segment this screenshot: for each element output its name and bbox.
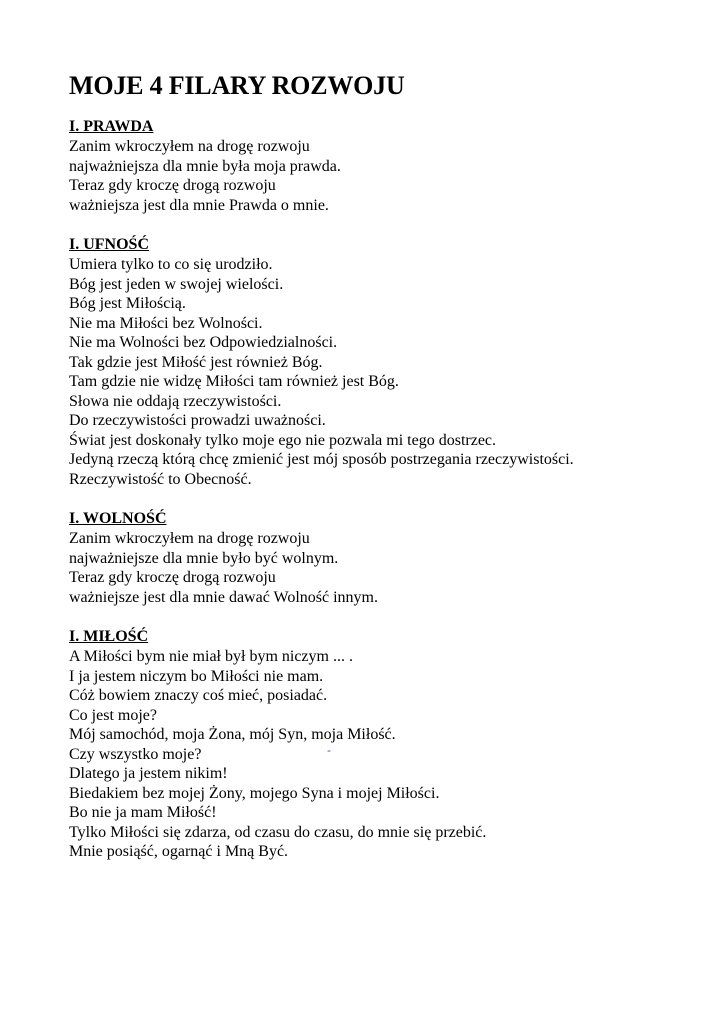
section-wolnosc <box>69 509 689 607</box>
poem-line: Dlatego ja jestem nikim! <box>69 765 228 782</box>
poem-line: Umiera tylko to co się urodziło. <box>69 256 273 273</box>
stray-dash-mark: - <box>327 743 331 757</box>
poem-line: I ja jestem niczym bo Miłości nie mam. <box>69 667 324 685</box>
poem-line: Cóż bowiem znaczy coś mieć, posiadać. <box>69 687 328 704</box>
poem-line: Zanim wkroczyłem na drogę rozwoju <box>69 530 310 547</box>
section-heading: I. UFNOŚĆ <box>69 236 150 253</box>
section-milosc <box>69 627 689 862</box>
poem-line: Czy wszystko moje? <box>69 745 202 763</box>
poem-line: A Miłości bym nie miał był bym niczym ... . <box>69 648 353 665</box>
poem-line: Słowa nie oddają rzeczywistości. <box>69 392 282 410</box>
poem-line: Zanim wkroczyłem na drogę rozwoju <box>69 138 310 155</box>
poem-line: Bóg jest jeden w swojej wielości. <box>69 275 284 293</box>
document-page <box>69 70 689 882</box>
poem-line: Mój samochód, moja Żona, mój Syn, moja Miłość. <box>69 726 396 743</box>
poem-line: ważniejsza jest dla mnie Prawda o mnie. <box>69 196 329 214</box>
poem-line: Do rzeczywistości prowadzi uważności. <box>69 412 326 429</box>
section-ufnosc <box>69 235 689 489</box>
poem-line: Tam gdzie nie widzę Miłości tam również jest Bóg. <box>69 373 399 390</box>
section-heading: I. WOLNOŚĆ <box>69 510 167 527</box>
poem-line: Nie ma Miłości bez Wolności. <box>69 314 263 332</box>
poem-line: Co jest moje? <box>69 706 157 724</box>
poem-line: Tak gdzie jest Miłość jest również Bóg. <box>69 353 323 371</box>
poem-line: Teraz gdy kroczę drogą rozwoju <box>69 569 276 586</box>
poem-line: Mnie posiąść, ogarnąć i Mną Być. <box>69 843 289 860</box>
poem-line: najważniejsze dla mnie było być wolnym. <box>69 549 339 567</box>
document-title: MOJE 4 FILARY ROZWOJU <box>69 71 405 100</box>
section-heading: I. MIŁOŚĆ <box>69 628 149 645</box>
poem-line: Nie ma Wolności bez Odpowiedzialności. <box>69 334 338 351</box>
section-heading: I. PRAWDA <box>69 118 154 135</box>
poem-line: Rzeczywistość to Obecność. <box>69 470 252 488</box>
poem-line: Biedakiem bez mojej Żony, mojego Syna i mojej Miłości. <box>69 784 440 802</box>
poem-line: Bóg jest Miłością. <box>69 295 186 312</box>
poem-line: Bo nie ja mam Miłość! <box>69 804 217 821</box>
poem-line: Jedyną rzeczą którą chcę zmienić jest mój sposób postrzegania rzeczywistości. <box>69 451 574 468</box>
poem-line: Tylko Miłości się zdarza, od czasu do czasu, do mnie się przebić. <box>69 823 487 841</box>
poem-line: Świat jest doskonały tylko moje ego nie pozwala mi tego dostrzec. <box>69 431 497 449</box>
poem-line: najważniejsza dla mnie była moja prawda. <box>69 157 341 175</box>
poem-line: Teraz gdy kroczę drogą rozwoju <box>69 177 276 194</box>
section-prawda <box>69 117 689 215</box>
poem-line: ważniejsze jest dla mnie dawać Wolność innym. <box>69 588 378 606</box>
